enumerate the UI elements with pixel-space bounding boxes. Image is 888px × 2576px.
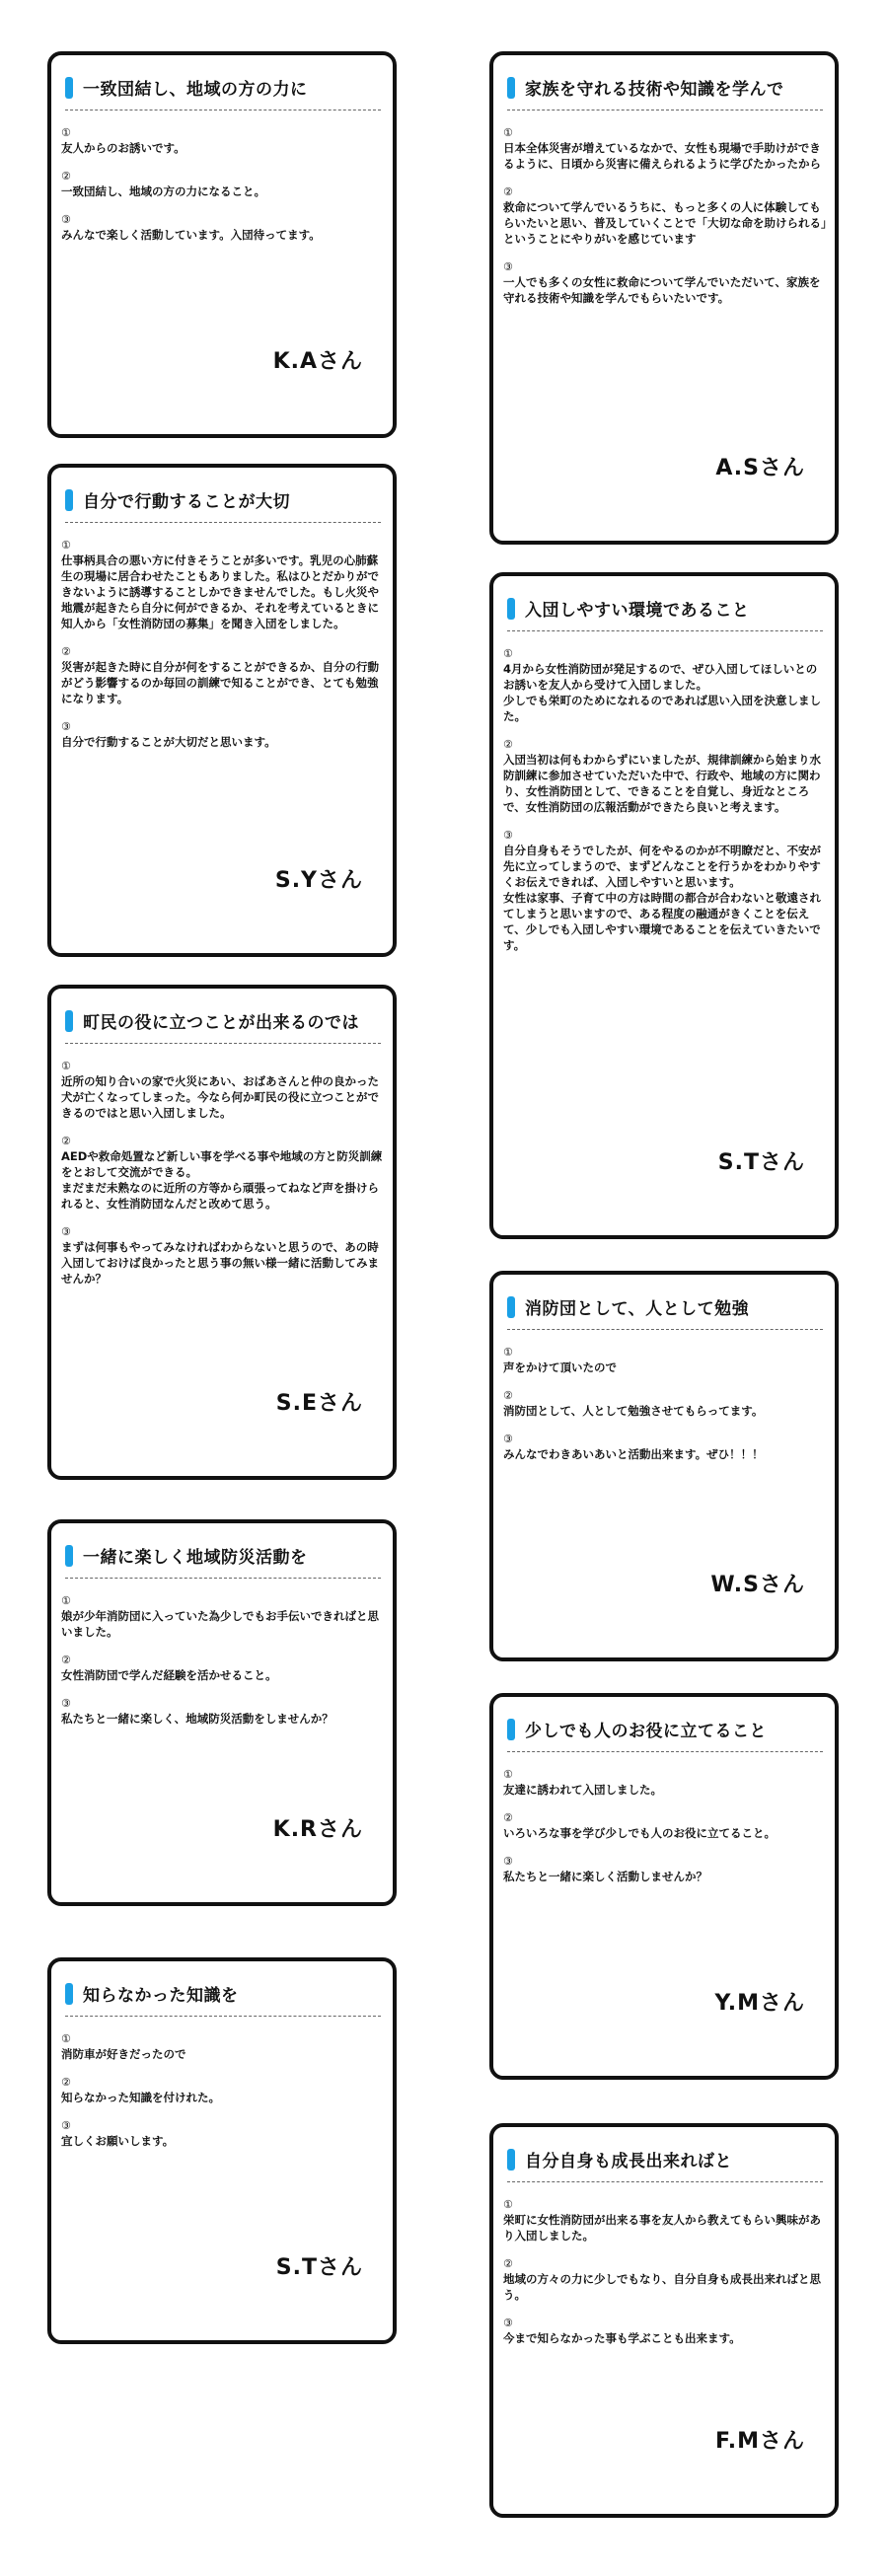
answer-item xyxy=(61,1697,385,1727)
answer-item xyxy=(61,213,385,243)
member-initials: S.Tさん xyxy=(275,2255,363,2280)
title-accent-bar xyxy=(65,1545,73,1567)
card-title xyxy=(507,596,823,631)
interview-card xyxy=(47,464,397,957)
card-title xyxy=(507,75,823,110)
answer-text: みんなでわきあいあいと活動出来ます。ぜひ！！！ xyxy=(503,1447,764,1461)
answer-item xyxy=(503,1811,827,1841)
answer-number: ③ xyxy=(61,1225,71,1238)
member-initials: K.Aさん xyxy=(272,349,363,374)
answer-text: 声をかけて頂いたので xyxy=(503,1361,617,1374)
answer-item xyxy=(61,126,385,156)
answer-item xyxy=(503,1389,827,1419)
answer-number: ① xyxy=(503,1346,513,1359)
answer-number: ② xyxy=(503,1811,513,1824)
answer-number: ③ xyxy=(503,1855,513,1868)
interview-card xyxy=(489,1693,839,2080)
answer-text: 仕事柄具合の悪い方に付きそうことが多いです。乳児の心肺蘇生の現場に居合わせたこともありました。私はひとだかりができないように誘導することしかできませんでした。もし火災や地震が起きたら自分に何ができるか、それを考えているときに知人から「女性消防団の募集」を聞き入団をしました。 xyxy=(61,553,379,630)
answer-text: 友達に誘われて入団しました。 xyxy=(503,1783,662,1797)
answer-text: 私たちと一緒に楽しく活動しませんか？ xyxy=(503,1870,707,1883)
answer-number: ② xyxy=(503,185,513,198)
answer-number: ③ xyxy=(61,213,71,226)
answer-text: 自分で行動することが大切だと思います。 xyxy=(61,735,276,749)
interview-card xyxy=(489,1271,839,1661)
answer-number: ③ xyxy=(503,829,513,842)
member-initials: S.Tさん xyxy=(717,1150,805,1175)
card-title-text: 家族を守れる技術や知識を学んで xyxy=(525,80,784,100)
answer-item xyxy=(503,2198,827,2244)
answer-item xyxy=(503,2257,827,2303)
interview-card xyxy=(47,51,397,438)
answer-number: ③ xyxy=(61,1697,71,1710)
answer-item xyxy=(61,645,385,706)
answer-item xyxy=(503,738,827,815)
card-title-text: 知らなかった知識を xyxy=(83,1986,239,2006)
card-title-text: 入団しやすい環境であること xyxy=(525,601,750,621)
answer-item xyxy=(503,829,827,953)
answers xyxy=(61,1060,385,1287)
card-title xyxy=(65,1543,381,1579)
answer-item xyxy=(61,1225,385,1287)
answer-number: ② xyxy=(61,1135,71,1147)
member-initials: Y.Mさん xyxy=(714,1991,805,2016)
answer-number: ③ xyxy=(503,260,513,273)
interview-card xyxy=(47,985,397,1480)
card-title xyxy=(65,1008,381,1044)
member-initials: S.Yさん xyxy=(274,868,363,893)
answer-number: ① xyxy=(61,1060,71,1072)
answer-item xyxy=(503,126,827,172)
answer-text: 宜しくお願いします。 xyxy=(61,2134,175,2148)
answer-text: 日本全体災害が増えているなかで、女性も現場で手助けができるように、日頃から災害に備えられるように学びたかったから xyxy=(503,141,821,171)
card-title-text: 少しでも人のお役に立てること xyxy=(525,1722,767,1741)
answer-number: ② xyxy=(503,2257,513,2270)
answer-number: ① xyxy=(61,126,71,139)
answer-text: 一致団結し、地域の方の力になること。 xyxy=(61,184,265,198)
answer-number: ① xyxy=(503,126,513,139)
interview-card xyxy=(47,1957,397,2344)
title-accent-bar xyxy=(507,1719,515,1740)
answer-text: 自分自身もそうでしたが、何をやるのかが不明瞭だと、不安が先に立ってしまうので、まずどんなことを行うかをわかりやすくお伝えできれば、入団しやすいと思います。 女性は家事、子育て中の方は時間の都合が合わないと敬遠されてしまうと思いますので、ある程度の融通がきくことを伝えて、少しでも入団しやすい環境であることを伝えていきたいです。 xyxy=(503,844,821,952)
answer-item xyxy=(61,1135,385,1212)
card-title-text: 自分自身も成長出来ればと xyxy=(525,2152,732,2171)
answer-number: ① xyxy=(503,1768,513,1781)
answer-text: みんなで楽しく活動しています。入団待ってます。 xyxy=(61,228,321,242)
answer-text: 私たちと一緒に楽しく、地域防災活動をしませんか？ xyxy=(61,1712,333,1726)
title-accent-bar xyxy=(65,489,73,511)
member-initials: W.Sさん xyxy=(710,1573,805,1597)
answer-number: ③ xyxy=(61,720,71,733)
title-accent-bar xyxy=(507,2149,515,2171)
answer-item xyxy=(61,720,385,750)
answer-item xyxy=(503,260,827,306)
answer-item xyxy=(503,1768,827,1798)
card-title-text: 消防団として、人として勉強 xyxy=(525,1299,750,1319)
answer-text: 娘が少年消防団に入っていた為少しでもお手伝いできればと思いました。 xyxy=(61,1609,379,1639)
answer-item xyxy=(503,2317,827,2346)
answer-text: まずは何事もやってみなければわからないと思うので、あの時入団しておけば良かったと思う事の無い様一緒に活動してみませんか？ xyxy=(61,1240,379,1286)
answer-text: 栄町に女性消防団が出来る事を友人から教えてもらい興味があり入団しました。 xyxy=(503,2213,821,2243)
answer-item xyxy=(61,1654,385,1683)
answers xyxy=(503,1768,827,1884)
interview-card xyxy=(489,2123,839,2518)
answer-number: ② xyxy=(61,645,71,658)
answer-number: ③ xyxy=(61,2119,71,2132)
answer-text: 4月から女性消防団が発足するので、ぜひ入団してほしいとのお誘いを友人から受けて入団しました。 少しでも栄町のためになれるのであれば思い入団を決意しました。 xyxy=(503,662,821,723)
answer-item xyxy=(503,1855,827,1884)
answer-item xyxy=(61,1060,385,1121)
card-title xyxy=(65,75,381,110)
card-title xyxy=(65,1981,381,2017)
answer-item xyxy=(61,170,385,199)
title-accent-bar xyxy=(65,77,73,99)
card-title xyxy=(65,487,381,523)
answer-item xyxy=(61,1594,385,1640)
answer-text: いろいろな事を学び少しでも人のお役に立てること。 xyxy=(503,1826,776,1840)
answer-text: 消防車が好きだったので xyxy=(61,2047,186,2061)
answers xyxy=(503,647,827,953)
answer-number: ② xyxy=(503,1389,513,1402)
card-title xyxy=(507,1717,823,1752)
answer-text: 災害が起きた時に自分が何をすることができるか、自分の行動がどう影響するのか毎回の訓練で知ることができ、とても勉強になります。 xyxy=(61,660,379,705)
title-accent-bar xyxy=(65,1983,73,2005)
answers xyxy=(61,1594,385,1727)
card-title-text: 自分で行動することが大切 xyxy=(83,492,290,512)
answer-item xyxy=(61,2119,385,2149)
answer-item xyxy=(503,647,827,724)
answer-item xyxy=(61,2076,385,2105)
member-initials: K.Rさん xyxy=(272,1817,363,1842)
answer-item xyxy=(503,1346,827,1375)
answer-item xyxy=(61,539,385,631)
card-title-text: 町民の役に立つことが出来るのでは xyxy=(83,1013,359,1033)
title-accent-bar xyxy=(507,598,515,620)
answers xyxy=(61,2032,385,2149)
answer-number: ① xyxy=(503,2198,513,2211)
answers xyxy=(503,2198,827,2346)
member-initials: S.Eさん xyxy=(275,1391,363,1416)
answers xyxy=(61,539,385,750)
answer-number: ① xyxy=(61,1594,71,1607)
title-accent-bar xyxy=(507,77,515,99)
answer-number: ② xyxy=(61,2076,71,2089)
answer-text: 消防団として、人として勉強させてもらってます。 xyxy=(503,1404,764,1418)
answer-number: ② xyxy=(61,170,71,183)
answer-text: 友人からのお誘いです。 xyxy=(61,141,185,155)
answer-text: 地域の方々の力に少しでもなり、自分自身も成長出来ればと思う。 xyxy=(503,2272,821,2302)
card-title-text: 一緒に楽しく地域防災活動を xyxy=(83,1548,308,1568)
answer-text: 入団当初は何もわからずにいましたが、規律訓練から始まり水防訓練に参加させていただいた中で、行政や、地域の方に関わり、女性消防団として、できることを自覚し、身近なところで、女性消防団の広報活動ができたら良いと考えます。 xyxy=(503,753,821,814)
interview-card xyxy=(489,51,839,545)
answer-text: 女性消防団で学んだ経験を活かせること。 xyxy=(61,1668,277,1682)
member-initials: A.Sさん xyxy=(715,456,805,480)
card-title-text: 一致団結し、地域の方の力に xyxy=(83,80,308,100)
answers xyxy=(503,126,827,306)
answer-number: ② xyxy=(503,738,513,751)
answer-number: ② xyxy=(61,1654,71,1666)
answer-number: ① xyxy=(61,539,71,552)
answer-number: ① xyxy=(503,647,513,660)
answer-text: AEDや救命処置など新しい事を学べる事や地域の方と防災訓練をとおして交流ができる。 まだまだ未熟なのに近所の方等から頑張ってねなど声を掛けられると、女性消防団なんだと改めて思う。 xyxy=(61,1149,383,1211)
answer-number: ① xyxy=(61,2032,71,2045)
answer-item xyxy=(503,1433,827,1462)
answer-item xyxy=(61,2032,385,2062)
interview-card xyxy=(489,572,839,1239)
answers xyxy=(61,126,385,243)
card-title xyxy=(507,1294,823,1330)
answer-text: 救命について学んでいるうちに、もっと多くの人に体験してもらいたいと思い、普及していくことで「大切な命を助けられる」ということにやりがいを感じています xyxy=(503,200,827,246)
answers xyxy=(503,1346,827,1462)
title-accent-bar xyxy=(65,1010,73,1032)
answer-item xyxy=(503,185,827,247)
answer-text: 知らなかった知識を付けれた。 xyxy=(61,2091,220,2104)
answer-text: 一人でも多くの女性に救命について学んでいただいて、家族を守れる技術や知識を学んでもらいたいです。 xyxy=(503,275,821,305)
answer-text: 今まで知らなかった事も学ぶことも出来ます。 xyxy=(503,2331,741,2345)
answer-text: 近所の知り合いの家で火災にあい、おばあさんと仲の良かった犬が亡くなってしまった。今なら何か町民の役に立つことができるのではと思い入団しました。 xyxy=(61,1074,379,1120)
card-title xyxy=(507,2147,823,2182)
member-initials: F.Mさん xyxy=(714,2429,805,2454)
answer-number: ③ xyxy=(503,2317,513,2329)
title-accent-bar xyxy=(507,1296,515,1318)
answer-number: ③ xyxy=(503,1433,513,1445)
interview-card xyxy=(47,1519,397,1906)
